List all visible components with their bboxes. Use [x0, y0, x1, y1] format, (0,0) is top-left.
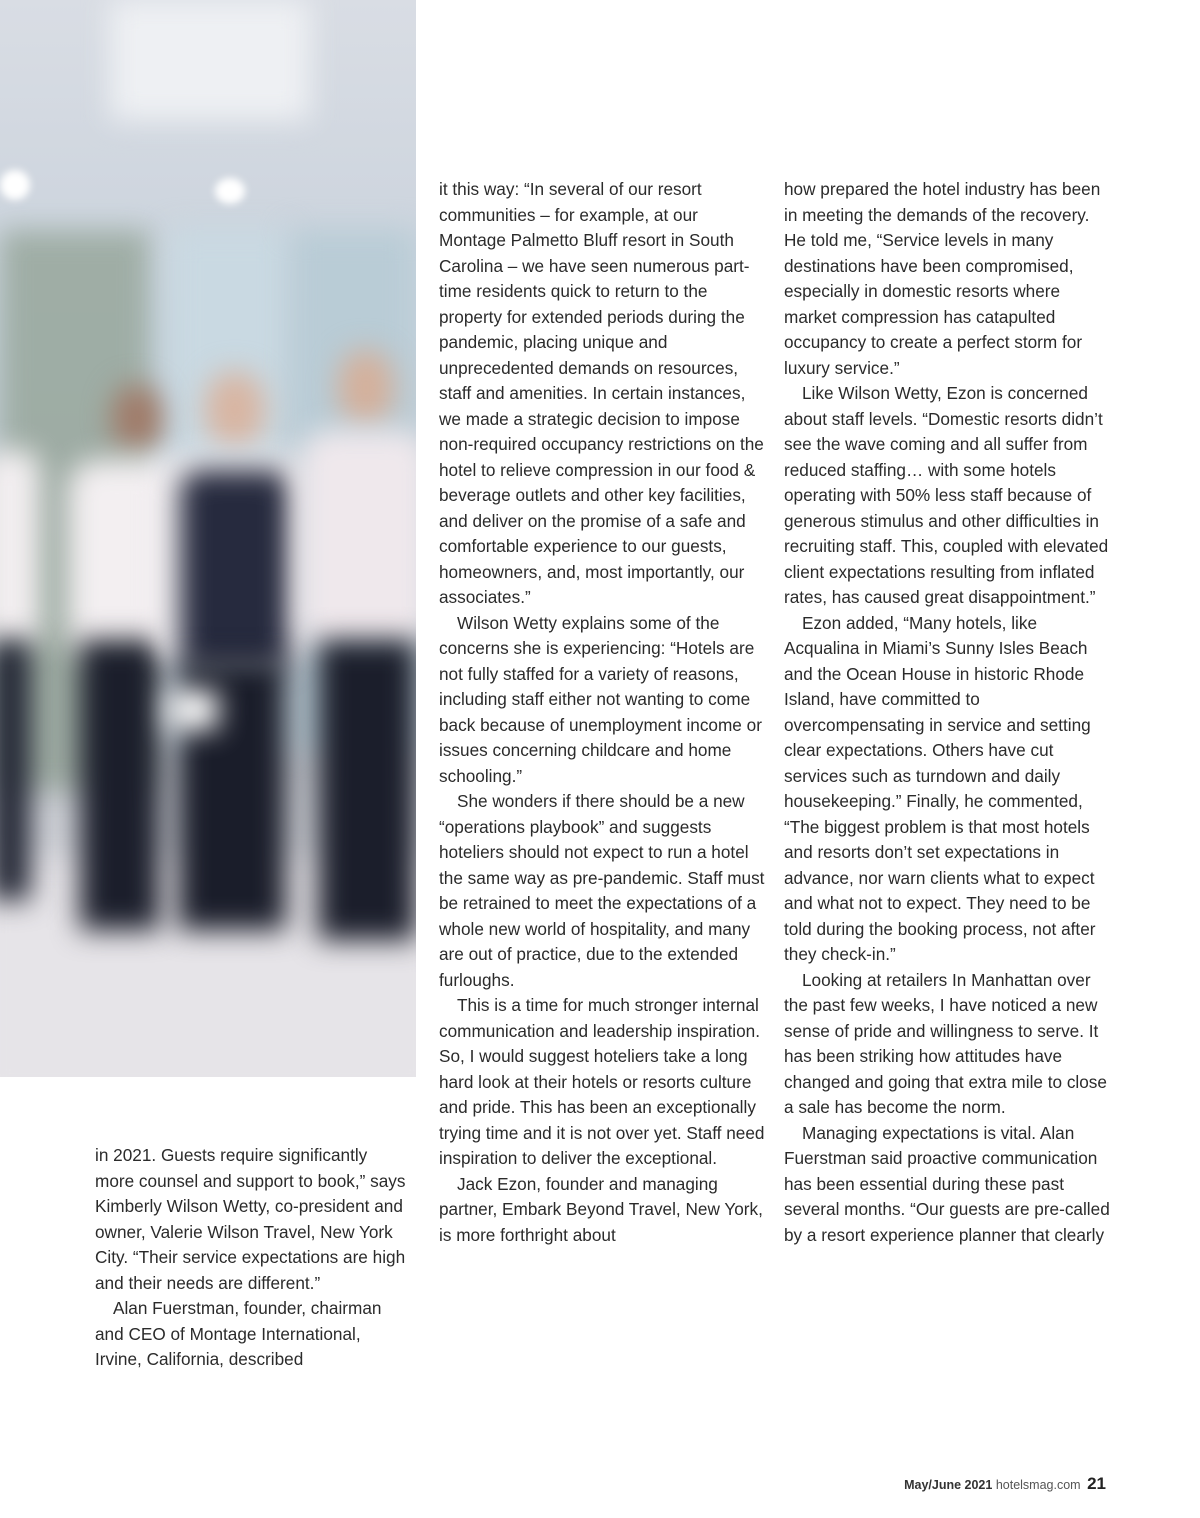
- article-column-3: [784, 177, 1114, 1248]
- paragraph: Wilson Wetty explains some of the concerns she is experiencing: “Hotels are not fully staffed for a variety of reasons, including staff either not wanting to come back because of unemployment income or issues concerning childcare and home schooling.”: [439, 612, 762, 786]
- paragraph: She wonders if there should be a new “operations playbook” and suggests hoteliers should not expect to run a hotel the same way as pre-pandemic. Staff must be retrained to meet the expectations of a whole new world of hospitality, and many are out of practice, due to the extended furloughs.: [439, 791, 765, 990]
- issue-date: May/June 2021: [904, 1478, 993, 1492]
- paragraph: Managing expectations is vital. Alan Fuerstman said proactive communication has been essential during these past several months. “Our guests are pre-called by a resort experience planner that clearly: [784, 1122, 1110, 1245]
- paragraph: Looking at retailers In Manhattan over the past few weeks, I have noticed a new sense of pride and willingness to serve. It has been striking how attitudes have changed and going that extra mile to close a sale has become the norm.: [784, 969, 1107, 1117]
- paragraph: Like Wilson Wetty, Ezon is concerned about staff levels. “Domestic resorts didn’t see the wave coming and all suffer from reduced staffing… with some hotels operating with 50% less staff because of generous stimulus and other difficulties in recruiting staff. This, coupled with elevated client expectations resulting from inflated rates, has caused great disappointment.”: [784, 383, 1109, 607]
- paragraph: Ezon added, “Many hotels, like Acqualina in Miami’s Sunny Isles Beach and the Ocean House in historic Rhode Island, have committed to overcompensating in service and setting clear expectations. Others have cut services such as turndown and daily housekeeping.” Finally, he commented, “The biggest problem is that most hotels and resorts don’t set expectations in advance, nor warn clients what to expect and what not to expect. They need to be told during the booking process, not after they check-in.”: [784, 612, 1096, 964]
- article-column-2: [439, 177, 767, 1248]
- paragraph: how prepared the hotel industry has been in meeting the demands of the recovery. He told me, “Service levels in many destinations have been compromised, especially in domestic resorts where market compression has catapulted occupancy to create a perfect storm for luxury service.”: [784, 179, 1101, 378]
- paragraph: This is a time for much stronger internal communication and leadership inspiration. So, I would suggest hoteliers take a long hard look at their hotels or resorts culture and pride. This has been an exceptionally trying time and it is not over yet. Staff need inspiration to deliver the exceptional.: [439, 995, 765, 1168]
- paragraph: Jack Ezon, founder and managing partner, Embark Beyond Travel, New York, is more forthright about: [439, 1173, 763, 1245]
- article-column-1: [95, 1143, 411, 1373]
- page-number: 21: [1087, 1474, 1106, 1493]
- paragraph: Alan Fuerstman, founder, chairman and CEO of Montage International, Irvine, California, described: [95, 1298, 382, 1369]
- staff-photo: [0, 0, 416, 1077]
- paragraph: it this way: “In several of our resort communities – for example, at our Montage Palmetto Bluff resort in South Carolina – we have seen numerous part-time residents quick to return to the property for extended periods during the pandemic, placing unique and unprecedented demands on resources, staff and amenities. In certain instances, we made a strategic decision to impose non-required occupancy restrictions on the hotel to relieve compression in our food & beverage outlets and other key facilities, and deliver on the promise of a safe and comfortable experience to our guests, homeowners, and, most importantly, our associates.”: [439, 179, 764, 607]
- paragraph: in 2021. Guests require significantly more counsel and support to book,” says Kimberly Wilson Wetty, co-president and owner, Valerie Wilson Travel, New York City. “Their service expectations are high and their needs are different.”: [95, 1145, 406, 1293]
- website-url: hotelsmag.com: [995, 1478, 1081, 1492]
- page-footer: [904, 1474, 1106, 1494]
